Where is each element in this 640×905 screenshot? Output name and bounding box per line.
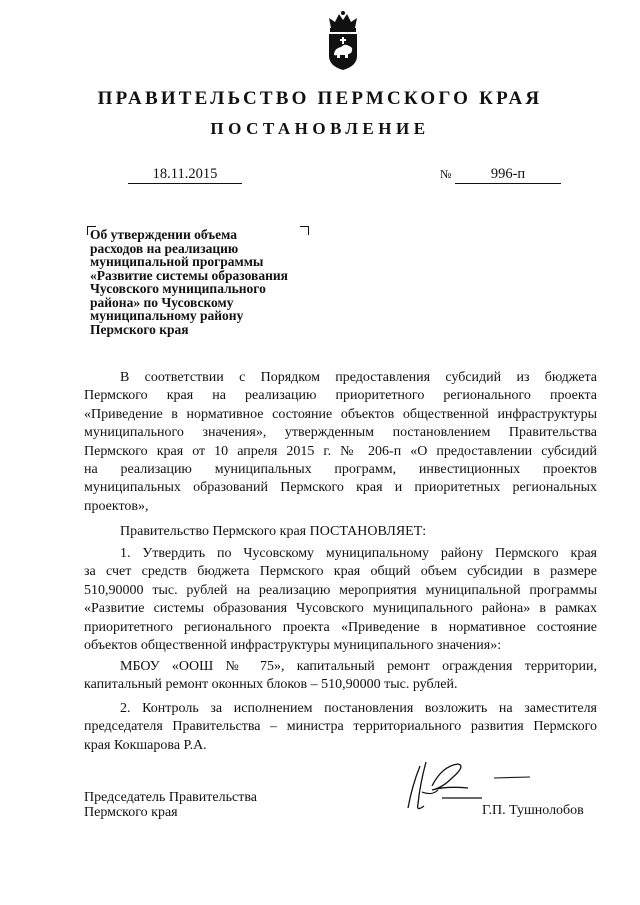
paragraph-line: за счет средств бюджета Пермского края общий объем субсидии в размере xyxy=(84,564,597,580)
signatory-name: Г.П. Тушнолобов xyxy=(482,803,584,818)
paragraph-line: Пермского края от 10 апреля 2015 г. № 206-п «О предоставлении субсидий xyxy=(84,443,597,459)
paragraph-line: председателя Правительства – министра территориального развития Пермского xyxy=(84,719,597,735)
paragraph-line: муниципальных образований Пермского края и приоритетных региональных xyxy=(84,480,597,496)
subject-line: района» по Чусовскому xyxy=(90,294,234,310)
preamble-paragraph xyxy=(84,369,597,516)
paragraph-line: В соответствии с Порядком предоставления субсидий из бюджета xyxy=(120,370,597,385)
paragraph-line: Правительство Пермского края ПОСТАНОВЛЯЕТ: xyxy=(120,524,427,539)
signatory-role-line: Пермского края xyxy=(84,805,178,820)
document-date: 18.11.2015 xyxy=(128,166,242,184)
paragraph-line: 1. Утвердить по Чусовскому муниципальному району Пермского края xyxy=(120,546,597,561)
paragraph-line: приоритетного регионального проекта «Приведение в нормативное состояние xyxy=(84,619,597,635)
number-sign: № xyxy=(440,167,452,181)
subject-line: расходов на реализацию xyxy=(90,240,239,256)
paragraph-line: капитальный ремонт оконных блоков – 510,90000 тыс. рублей. xyxy=(84,677,458,693)
paragraph-line: 510,90000 тыс. рублей на реализацию мероприятия муниципальной программы xyxy=(84,582,597,598)
object-paragraph xyxy=(84,658,597,695)
resolution-statement xyxy=(84,523,597,541)
clause-1-paragraph xyxy=(84,545,597,655)
subject-line: «Развитие системы образования xyxy=(90,267,288,283)
document-number: 996-п xyxy=(455,166,561,184)
perm-krai-coat-of-arms-icon xyxy=(323,10,363,72)
paragraph-line: на реализацию муниципальных программ, инвестиционных проектов xyxy=(84,462,597,478)
document-type: ПОСТАНОВЛЕНИЕ xyxy=(210,119,430,138)
paragraph-line: проектов», xyxy=(84,498,149,514)
paragraph-line: 2. Контроль за исполнением постановления возложить на заместителя xyxy=(120,701,597,716)
paragraph-line: края Кокшарова Р.А. xyxy=(84,737,207,753)
paragraph-line: «Развитие системы образования Чусовского муниципального района» в рамках xyxy=(84,601,597,617)
clause-2-paragraph xyxy=(84,700,597,755)
paragraph-line: Пермского края на реализацию приоритетного регионального проекта xyxy=(84,388,597,404)
government-title: ПРАВИТЕЛЬСТВО ПЕРМСКОГО КРАЯ xyxy=(97,88,543,109)
document-subject xyxy=(90,228,340,336)
subject-line: Об утверждении объема xyxy=(90,227,237,242)
signatory-role xyxy=(84,790,257,820)
paragraph-line: «Приведение в нормативное состояние объектов общественной инфраструктуры xyxy=(84,406,597,422)
signatory-role-line: Председатель Правительства xyxy=(84,790,257,805)
subject-line: Пермского края xyxy=(90,321,189,337)
subject-line: муниципальному району xyxy=(90,308,244,323)
paragraph-line: муниципального значения», утвержденным постановлением Правительства xyxy=(84,425,597,441)
paragraph-line: МБОУ «ООШ № 75», капитальный ремонт ограждения территории, xyxy=(120,659,597,674)
subject-line: муниципальной программы xyxy=(90,254,264,269)
paragraph-line: объектов общественной инфраструктуры муниципального значения»: xyxy=(84,638,502,654)
subject-line: Чусовского муниципального xyxy=(90,281,266,296)
